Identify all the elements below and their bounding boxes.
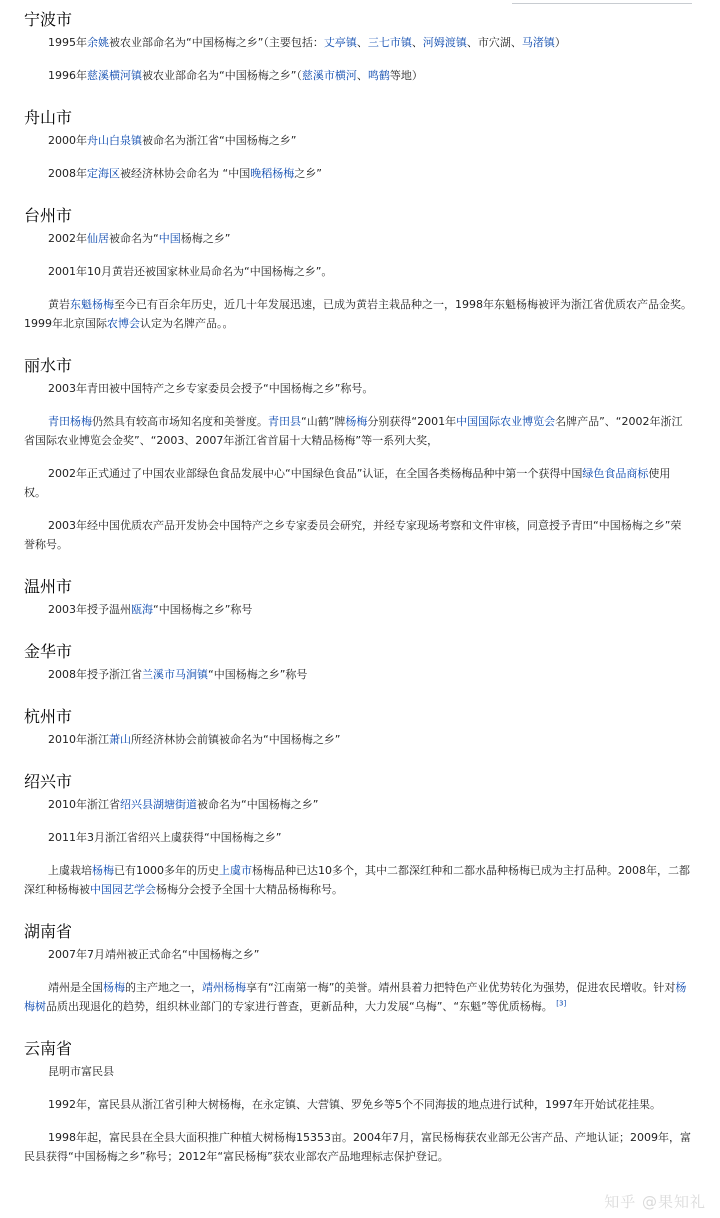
text-run: 享有“江南第一梅”的美誉。靖州县着力把特色产业优势转化为强势，促进农民增收。针对 [246, 981, 676, 994]
text-run: 等地） [389, 69, 423, 82]
text-run: 2008年 [48, 167, 87, 180]
text-run: 2003年授予温州 [48, 603, 131, 616]
text-run: 杨梅分会授予全国十大精品杨梅称号。 [156, 883, 343, 896]
paragraph [24, 412, 692, 450]
wiki-link[interactable]: 三七市镇 [367, 36, 412, 49]
text-run: 被经济林协会命名为 “中国 [120, 167, 251, 180]
wiki-link[interactable]: 杨梅树 [24, 981, 687, 1013]
text-run: 2002年 [48, 232, 87, 245]
section-1 [24, 99, 692, 183]
wiki-link[interactable]: 马渚镇 [521, 36, 555, 49]
paragraph [24, 795, 692, 814]
text-run: 被命名为浙江省“中国杨梅之乡” [142, 134, 297, 147]
paragraph [24, 665, 692, 684]
section-5 [24, 633, 692, 684]
wiki-link[interactable]: 慈溪市横河 [301, 69, 357, 82]
wiki-link[interactable]: 仙居 [87, 232, 109, 245]
paragraph [24, 33, 692, 52]
section-9 [24, 1030, 692, 1166]
section-heading: 台州市 [24, 206, 73, 225]
paragraph [24, 229, 692, 248]
text-run: 被命名为“中国杨梅之乡” [197, 798, 319, 811]
top-divider [512, 0, 692, 4]
wiki-link[interactable]: 舟山白泉镇 [87, 134, 142, 147]
section-heading: 丽水市 [24, 356, 73, 375]
section-0 [24, 6, 692, 85]
section-heading: 金华市 [24, 642, 73, 661]
text-run: 杨梅之乡” [180, 232, 231, 245]
wiki-link[interactable]: 青田杨梅 [48, 415, 92, 428]
text-run: 品质出现退化的趋势，组织林业部门的专家进行普查，更新品种，大力发展“乌梅”、“东魁”等优质杨梅。 [46, 1000, 557, 1013]
wiki-link[interactable]: 杨梅 [345, 415, 368, 428]
paragraph [24, 516, 692, 554]
text-run: 已有1000多年的历史 [114, 864, 219, 877]
paragraph [24, 1062, 692, 1081]
wiki-link[interactable]: 中国园艺学会 [90, 883, 156, 896]
paragraph [24, 262, 692, 281]
text-run: 2001年10月黄岩还被国家林业局命名为“中国杨梅之乡”。 [48, 265, 333, 278]
text-run: ） [554, 36, 566, 49]
text-run: 杨梅品种已达10多个，其中二都深红种和二都水晶种杨梅已成为主打品种。2008年，二都深红种杨梅被 [24, 864, 690, 896]
section-heading: 舟山市 [24, 108, 73, 127]
article-content [24, 6, 692, 1180]
wiki-link[interactable]: 兰溪市马涧镇 [142, 668, 208, 681]
wiki-link[interactable]: 余姚 [87, 36, 109, 49]
text-run: 、 [411, 36, 423, 49]
section-3 [24, 347, 692, 554]
text-run: 的主产地之一， [125, 981, 202, 994]
watermark: 知乎 @果知礼 [604, 1193, 706, 1211]
text-run: 被农业部命名为“中国杨梅之乡”（主要包括： [109, 36, 324, 49]
paragraph [24, 379, 692, 398]
section-heading: 绍兴市 [24, 772, 73, 791]
section-heading: 湖南省 [24, 922, 73, 941]
text-run: 1998年起，富民县在全县大面积推广种植大树杨梅15353亩。2004年7月，富民杨梅获农业部无公害产品、产地认证；2009年，富民县获得“中国杨梅之乡”称号；2012年“富民杨梅”获农业部农产品地理标志保护登记。 [24, 1131, 691, 1163]
text-run: 分别获得“2001年 [367, 415, 457, 428]
wiki-link[interactable]: 丈亭镇 [323, 36, 357, 49]
text-run: 使用权。 [24, 467, 671, 499]
text-run: 所经济林协会前镇被命名为“中国杨梅之乡” [131, 733, 341, 746]
text-run: 被农业部命名为“中国杨梅之乡”（ [142, 69, 302, 82]
wiki-link[interactable]: 中国国际农业博览会 [456, 415, 556, 428]
section-heading: 宁波市 [24, 10, 73, 29]
text-run: 2003年经中国优质农产品开发协会中国特产之乡专家委员会研究，并经专家现场考察和文件审核，同意授予青田“中国杨梅之乡”荣誉称号。 [24, 519, 682, 551]
section-heading: 温州市 [24, 577, 73, 596]
text-run: 2008年授予浙江省 [48, 668, 142, 681]
text-run: 上虞栽培 [48, 864, 92, 877]
text-run: 2007年7月靖州被正式命名“中国杨梅之乡” [48, 948, 260, 961]
paragraph [24, 1128, 692, 1166]
text-run: 1995年 [48, 36, 87, 49]
citation-link[interactable]: [3] [556, 999, 567, 1008]
wiki-link[interactable]: 杨梅 [92, 864, 114, 877]
section-4 [24, 568, 692, 619]
text-run: 、市穴湖、 [466, 36, 522, 49]
text-run: 2000年 [48, 134, 87, 147]
text-run: 、 [356, 69, 368, 82]
paragraph [24, 164, 692, 183]
wiki-link[interactable]: 农博会 [107, 317, 140, 330]
wiki-link[interactable]: 绍兴县湖塘街道 [120, 798, 197, 811]
paragraph [24, 828, 692, 847]
text-run: 认定为名牌产品。。 [140, 317, 234, 330]
text-run: 2010年浙江省 [48, 798, 120, 811]
section-8 [24, 913, 692, 1016]
wiki-link[interactable]: 绿色食品商标 [582, 467, 649, 480]
text-run: 之乡” [294, 167, 322, 180]
wiki-link[interactable]: 晚稻杨梅 [250, 167, 295, 180]
wiki-link[interactable]: 河姆渡镇 [422, 36, 467, 49]
paragraph [24, 295, 692, 333]
text-run: 昆明市富民县 [48, 1065, 114, 1078]
wiki-link[interactable]: 鸣鹤 [367, 69, 390, 82]
wiki-link[interactable]: 慈溪横河镇 [87, 69, 142, 82]
paragraph [24, 945, 692, 964]
text-run: 1996年 [48, 69, 87, 82]
wiki-link[interactable]: 瓯海 [131, 603, 153, 616]
paragraph [24, 600, 692, 619]
paragraph [24, 861, 692, 899]
text-run: 2003年青田被中国特产之乡专家委员会授予“中国杨梅之乡”称号。 [48, 382, 374, 395]
wiki-link[interactable]: 青田县 [268, 415, 301, 428]
section-6 [24, 698, 692, 749]
text-run: “中国杨梅之乡”称号 [208, 668, 308, 681]
section-2 [24, 197, 692, 333]
wiki-link[interactable]: 上虞市 [219, 864, 252, 877]
text-run: “山鹤”牌 [301, 415, 346, 428]
wiki-link[interactable]: 定海区 [87, 167, 120, 180]
text-run: “中国杨梅之乡”称号 [153, 603, 253, 616]
wiki-link[interactable]: 中国 [158, 232, 181, 245]
paragraph [24, 66, 692, 85]
text-run: 仍然具有较高市场知名度和美誉度。 [92, 415, 268, 428]
section-heading: 云南省 [24, 1039, 73, 1058]
text-run: 2010年浙江 [48, 733, 109, 746]
wiki-link[interactable]: 杨梅 [103, 981, 125, 994]
wiki-link[interactable]: 靖州杨梅 [202, 981, 246, 994]
text-run: 名牌产品”、“2002年浙江省国际农业博览会金奖”、“2003、2007年浙江省首届十大精品杨梅”等一系列大奖， [24, 415, 683, 447]
paragraph [24, 1095, 692, 1114]
wiki-link[interactable]: 萧山 [109, 733, 131, 746]
text-run: 被命名为“ [109, 232, 159, 245]
text-run: 至今已有百余年历史，近几十年发展迅速，已成为黄岩主栽品种之一，1998年东魁杨梅被评为浙江省优质农产品金奖。1999年北京国际 [24, 298, 692, 330]
section-heading: 杭州市 [24, 707, 73, 726]
paragraph [24, 131, 692, 150]
paragraph [24, 978, 692, 1016]
text-run: 靖州是全国 [48, 981, 103, 994]
text-run: 2011年3月浙江省绍兴上虞获得“中国杨梅之乡” [48, 831, 282, 844]
text-run: 、 [356, 36, 368, 49]
text-run: 黄岩 [48, 298, 70, 311]
citation-sup [556, 999, 566, 1007]
paragraph [24, 730, 692, 749]
section-7 [24, 763, 692, 899]
paragraph [24, 464, 692, 502]
text-run: 1992年，富民县从浙江省引种大树杨梅，在永定镇、大营镇、罗免乡等5个不同海拔的地点进行试种，1997年开始试花挂果。 [48, 1098, 661, 1111]
wiki-link[interactable]: 东魁杨梅 [70, 298, 114, 311]
text-run: 2002年正式通过了中国农业部绿色食品发展中心“中国绿色食品”认证，在全国各类杨梅品种中第一个获得中国 [48, 467, 583, 480]
